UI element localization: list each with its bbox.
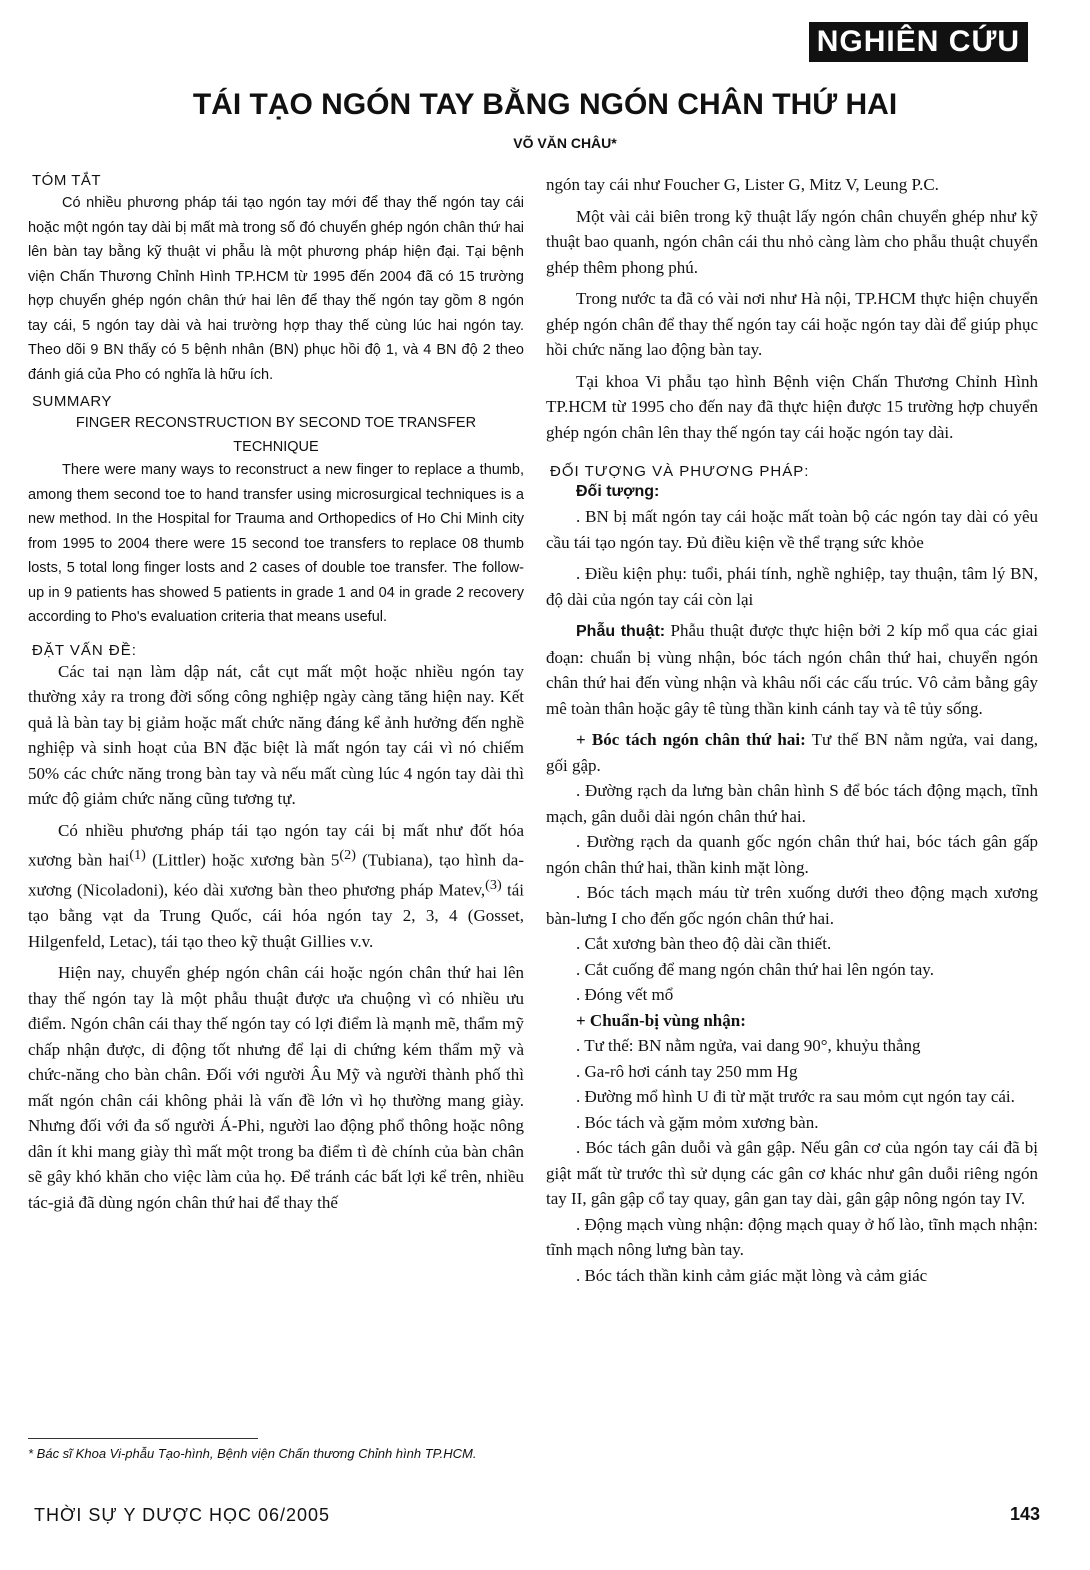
dissect-item: . Đường rạch da lưng bàn chân hình S để bóc tách động mạch, tĩnh mạch, gân duỗi dài ngón chân thứ hai. [546, 781, 1038, 826]
prep-item: . Bóc tách thần kinh cảm giác mặt lòng và cảm giác [576, 1265, 928, 1285]
abstract-en-text: There were many ways to reconstruct a new finger to replace a thumb, among them second toe to hand transfer using microsurgical techniques is a new method. In the Hospital for Trauma and Orthopedics of Ho Chi Minh city from 1995 to 2004 there were 15 second toe transfers to replace 08 thumb losts, 5 total long finger losts and 2 cases of double toe transfer. The follow-up in 9 patients has showed 5 patients in grade 1 and 04 in grade 2 recovery according to Pho's evaluation criteria that means useful. [28, 462, 524, 625]
prep-item: . Đường mổ hình U đi từ mặt trước ra sau mỏm cụt ngón tay cái. [576, 1087, 1015, 1106]
abstract-en-subtitle-1: FINGER RECONSTRUCTION BY SECOND TOE TRANSFER [75, 415, 477, 431]
section-badge: NGHIÊN CỨU [809, 22, 1028, 62]
citation-2: (2) [339, 847, 356, 863]
dissect-item: . Đường rạch da quanh gốc ngón chân thứ hai, bóc tách gân gấp ngón chân thứ hai, thần kinh mặt lòng. [546, 832, 1038, 877]
prep-item: . Bóc tách gân duỗi và gân gập. Nếu gân cơ của ngón tay cái đã bị giật mất từ trước thì sử dụng các gân cơ khác như gân duỗi riêng ngón tay II, gân gập cổ tay quay, gân gan tay dài, gân gập nông ngón tay IV. [546, 1138, 1038, 1208]
right-column [546, 172, 1038, 1288]
intro-paragraph-2 [28, 818, 524, 955]
article-title: TÁI TẠO NGÓN TAY BẰNG NGÓN CHÂN THỨ HAI [192, 88, 898, 121]
intro-p2-b: (Littler) hoặc xương bàn 5 [145, 850, 340, 870]
right-domestic: Trong nước ta đã có vài nơi như Hà nội, TP.HCM thực hiện chuyển ghép ngón chân để thay thế ngón tay cái hoặc ngón tay dài để giúp phục hồi chức năng lao động bàn tay. [546, 289, 1038, 359]
subjects-label: Đối tượng: [576, 483, 660, 500]
intro-heading: ĐẶT VẤN ĐỀ: [32, 641, 137, 659]
prep-item: . Ga-rô hơi cánh tay 250 mm Hg [576, 1061, 798, 1081]
abstract-en-heading: SUMMARY [32, 393, 112, 410]
dissect-label: + Bóc tách ngón chân thứ hai: [576, 730, 806, 749]
intro-p2-d: tái tạo bằng vạt da Trung Quốc, cái hóa ngón tay 2, 3, 4 (Gosset, Hilgenfeld, Letac), tái tạo theo kỹ thuật Gillies v.v. [28, 880, 524, 951]
dissect-item: . Bóc tách mạch máu từ trên xuống dưới theo động mạch xương bàn-lưng I cho đến gốc ngón chân thứ hai. [546, 883, 1038, 928]
abstract-vi-heading: TÓM TẮT [32, 172, 102, 189]
footnote: * Bác sĩ Khoa Vi-phẫu Tạo-hình, Bệnh viện Chấn thương Chỉnh hình TP.HCM. [28, 1446, 477, 1461]
right-modifications: Một vài cải biên trong kỹ thuật lấy ngón chân chuyển ghép như kỹ thuật bao quanh, ngón chân cái thu nhỏ càng làm cho phẫu thuật chuyển ghép thêm phong phú. [546, 206, 1038, 277]
subjects-item-2: . Điều kiện phụ: tuổi, phái tính, nghề nghiệp, tay thuận, tâm lý BN, độ dài của ngón tay cái còn lại [546, 564, 1038, 609]
footnote-divider [28, 1438, 258, 1439]
dissect-item: . Đóng vết mổ [576, 985, 674, 1004]
author: VÕ VĂN CHÂU* [513, 135, 617, 151]
citation-3: (3) [485, 877, 502, 894]
intro-p2-c: (Tubiana), tạo hình da-xương (Nicoladoni), kéo dài xương bàn theo phương pháp Matev, [28, 850, 524, 900]
dissect-item: . Cắt cuống để mang ngón chân thứ hai lên ngón tay. [576, 959, 934, 979]
intro-paragraph-1: Các tai nạn làm dập nát, cắt cụt mất một hoặc nhiều ngón tay thường xảy ra trong đời sống công nghiệp ngày càng tăng hiện nay. Kết quả là bàn tay bị giảm hoặc mất chức năng đáng kể ảnh hưởng đến nghề nghiệp và sinh hoạt của BN đặc biệt là mất ngón tay cái vì nó chiếm 50% các chức năng trong bàn tay và nếu mất cùng lúc 4 ngón tay dài thì mức độ giảm chức năng cũng tương tự. [28, 661, 524, 808]
surgery-label: Phẫu thuật: [576, 623, 666, 640]
subjects-item-1: . BN bị mất ngón tay cái hoặc mất toàn bộ các ngón tay dài có yêu cầu tái tạo ngón tay. Đủ điều kiện về thể trạng sức khỏe [546, 507, 1038, 552]
prep-item: . Tư thế: BN nằm ngửa, vai dang 90°, khuỷu thẳng [576, 1036, 921, 1055]
dissect-item: . Cắt xương bàn theo độ dài cần thiết. [576, 934, 832, 953]
abstract-en-subtitle-2: TECHNIQUE [233, 439, 319, 455]
journal-footer: THỜI SỰ Y DƯỢC HỌC 06/2005 [34, 1505, 331, 1525]
left-column [28, 172, 524, 1215]
surgery-text: Phẫu thuật được thực hiện bởi 2 kíp mổ qua các giai đoạn: chuẩn bị vùng nhận, bóc tách ngón chân thứ hai, chuyển ngón chân thứ hai đến vùng nhận và khâu nối các cấu trúc. Vô cảm bằng gây mê toàn thân hoặc gây tê tùng thần kinh cánh tay và tê tủy sống. [546, 621, 1038, 718]
methods-heading: ĐỐI TƯỢNG VÀ PHƯƠNG PHÁP: [550, 463, 810, 480]
intro-paragraph-3: Hiện nay, chuyển ghép ngón chân cái hoặc ngón chân thứ hai lên thay thế ngón tay là một phẫu thuật được ưa chuộng vì có nhiều ưu điểm. Ngón chân cái thay thế ngón tay có lợi điểm là mạnh mẽ, thẩm mỹ chấp nhận được, di động tốt nhưng để lại di chứng kém thẩm mỹ và chức-năng cho bàn chân. Đối với người Âu Mỹ và người thành phố thì mất ngón chân cái không phải là vấn đề lớn vì họ thường mang giày. Nhưng đối với đa số người Á-Phi, người lao động phổ thông hoặc nông dân ít khi mang giày thì mất một trong ba điểm tì đè chính của bàn chân sẽ gây khó khăn cho việc làm của họ. Để tránh các bất lợi kể trên, nhiều tác-giả đã dùng ngón chân thứ hai để thay thế [28, 963, 524, 1212]
right-continuation: ngón tay cái như Foucher G, Lister G, Mitz V, Leung P.C. [546, 175, 939, 194]
prep-label: + Chuẩn-bị vùng nhận: [576, 1010, 746, 1030]
surgery-paragraph [546, 618, 1038, 721]
right-local: Tại khoa Vi phẫu tạo hình Bệnh viện Chấn Thương Chỉnh Hình TP.HCM từ 1995 cho đến nay đã thực hiện được 15 trường hợp chuyển ghép ngón chân lên thay thế ngón tay cái hoặc ngón tay dài. [546, 371, 1038, 442]
citation-1: (1) [129, 847, 146, 863]
prep-item: . Bóc tách và gặm mỏm xương bàn. [576, 1112, 819, 1132]
prep-item: . Động mạch vùng nhận: động mạch quay ở hố lào, tĩnh mạch nhận: tĩnh mạch nông lưng bàn tay. [546, 1214, 1038, 1259]
page-number: 143 [1009, 1504, 1040, 1524]
dissect-text: Tư thế BN nằm ngửa, vai dang, gối gập. [546, 730, 1038, 775]
abstract-vi-text: Có nhiều phương pháp tái tạo ngón tay mới để thay thế ngón tay cái hoặc một ngón tay dài bị mất mà trong số đó chuyển ghép ngón chân thứ hai lên bàn tay bằng kỹ thuật vi phẫu là một phương pháp hiện đại. Tại bệnh viện Chấn Thương Chỉnh Hình TP.HCM từ 1995 đến 2004 đã có 15 trường hợp chuyển ghép ngón chân thứ hai lên để thay thế ngón tay gồm 8 ngón tay cái, 5 ngón tay dài và hai trường hợp thay thế cùng lúc hai ngón tay. Theo dõi 9 BN thấy có 5 bệnh nhân (BN) phục hồi độ 1, và 4 BN độ 2 theo đánh giá của Pho có nghĩa là hữu ích. [28, 195, 524, 383]
intro-p2-a: Có nhiều phương pháp tái tạo ngón tay cái bị mất như đốt hóa xương bàn hai [28, 820, 524, 870]
dissect-paragraph [546, 727, 1038, 778]
